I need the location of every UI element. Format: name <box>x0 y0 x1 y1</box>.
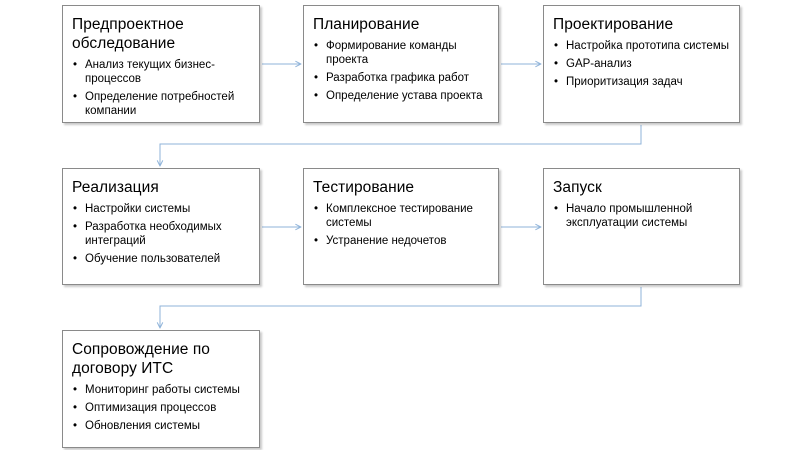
stage-item <box>313 89 490 103</box>
stage-item-text: Разработка необходимых интеграций <box>85 221 222 247</box>
stage-item-text: Настройки системы <box>85 203 191 215</box>
stage-item <box>553 202 731 230</box>
stage-box-support <box>62 330 260 448</box>
bullet-icon: • <box>314 40 319 52</box>
stage-items <box>313 202 490 248</box>
stage-items <box>72 58 251 118</box>
bullet-icon: • <box>554 76 559 88</box>
stage-title: Проектирование <box>553 16 674 33</box>
stage-item-text: Обучение пользователей <box>85 253 221 265</box>
bullet-icon: • <box>314 90 319 102</box>
stage-item-text: Разработка графика работ <box>326 72 470 84</box>
stage-item <box>553 75 731 89</box>
bullet-icon: • <box>73 203 78 215</box>
bullet-icon: • <box>73 91 78 103</box>
stage-title: Реализация <box>72 179 159 196</box>
stage-item-text: Определение потребностей компании <box>85 91 235 117</box>
stage-item <box>72 401 251 415</box>
stage-item-text: Оптимизация процессов <box>85 402 217 414</box>
stage-item <box>72 419 251 433</box>
bullet-icon: • <box>314 203 319 215</box>
bullet-icon: • <box>73 221 78 233</box>
stage-item <box>72 383 251 397</box>
stage-item-text: Устранение недочетов <box>326 235 447 247</box>
bullet-icon: • <box>314 72 319 84</box>
stage-box-planning <box>303 5 499 123</box>
stage-item <box>72 252 251 266</box>
stage-item-text: Анализ текущих бизнес-процессов <box>85 59 215 85</box>
stage-item <box>313 234 490 248</box>
stage-items <box>313 39 490 103</box>
stage-item-text: Комплексное тестирование системы <box>326 203 473 229</box>
stage-item <box>72 58 251 86</box>
stage-box-launch <box>543 168 740 285</box>
stage-title: Тестирование <box>313 179 415 196</box>
arrow-stage-3-to-4 <box>160 125 641 166</box>
bullet-icon: • <box>554 58 559 70</box>
stage-title: Запуск <box>553 179 602 196</box>
bullet-icon: • <box>73 59 78 71</box>
bullet-icon: • <box>73 402 78 414</box>
stage-item-text: Начало промышленной эксплуатации системы <box>566 203 693 229</box>
stage-item <box>313 71 490 85</box>
bullet-icon: • <box>73 253 78 265</box>
stage-title: Планирование <box>313 16 420 33</box>
stage-items <box>72 202 251 266</box>
stage-item-text: Настройка прототипа системы <box>566 40 729 52</box>
stage-item <box>72 90 251 118</box>
stage-item <box>313 202 490 230</box>
stage-item-text: Определение устава проекта <box>326 90 483 102</box>
stage-title: Предпроектное обследование <box>72 16 184 52</box>
stage-item-text: GAP-анализ <box>566 58 632 70</box>
stage-item-text: Приоритизация задач <box>566 76 683 88</box>
bullet-icon: • <box>554 203 559 215</box>
bullet-icon: • <box>554 40 559 52</box>
stage-item <box>553 39 731 53</box>
stage-box-pre-project-survey <box>62 5 260 123</box>
bullet-icon: • <box>73 384 78 396</box>
stage-items <box>72 383 251 433</box>
stage-box-implementation <box>62 168 260 285</box>
stage-item <box>72 202 251 216</box>
stage-items <box>553 202 731 230</box>
stage-items <box>553 39 731 89</box>
stage-item <box>72 220 251 248</box>
stage-item-text: Обновления системы <box>85 420 201 432</box>
stage-item-text: Мониторинг работы системы <box>85 384 240 396</box>
stage-title: Сопровождение по договору ИТС <box>72 341 210 377</box>
stage-box-testing <box>303 168 499 285</box>
stage-box-design <box>543 5 740 123</box>
stage-item <box>553 57 731 71</box>
stage-item <box>313 39 490 67</box>
arrow-stage-6-to-7 <box>160 287 641 328</box>
bullet-icon: • <box>314 235 319 247</box>
stage-item-text: Формирование команды проекта <box>326 40 457 66</box>
bullet-icon: • <box>73 420 78 432</box>
